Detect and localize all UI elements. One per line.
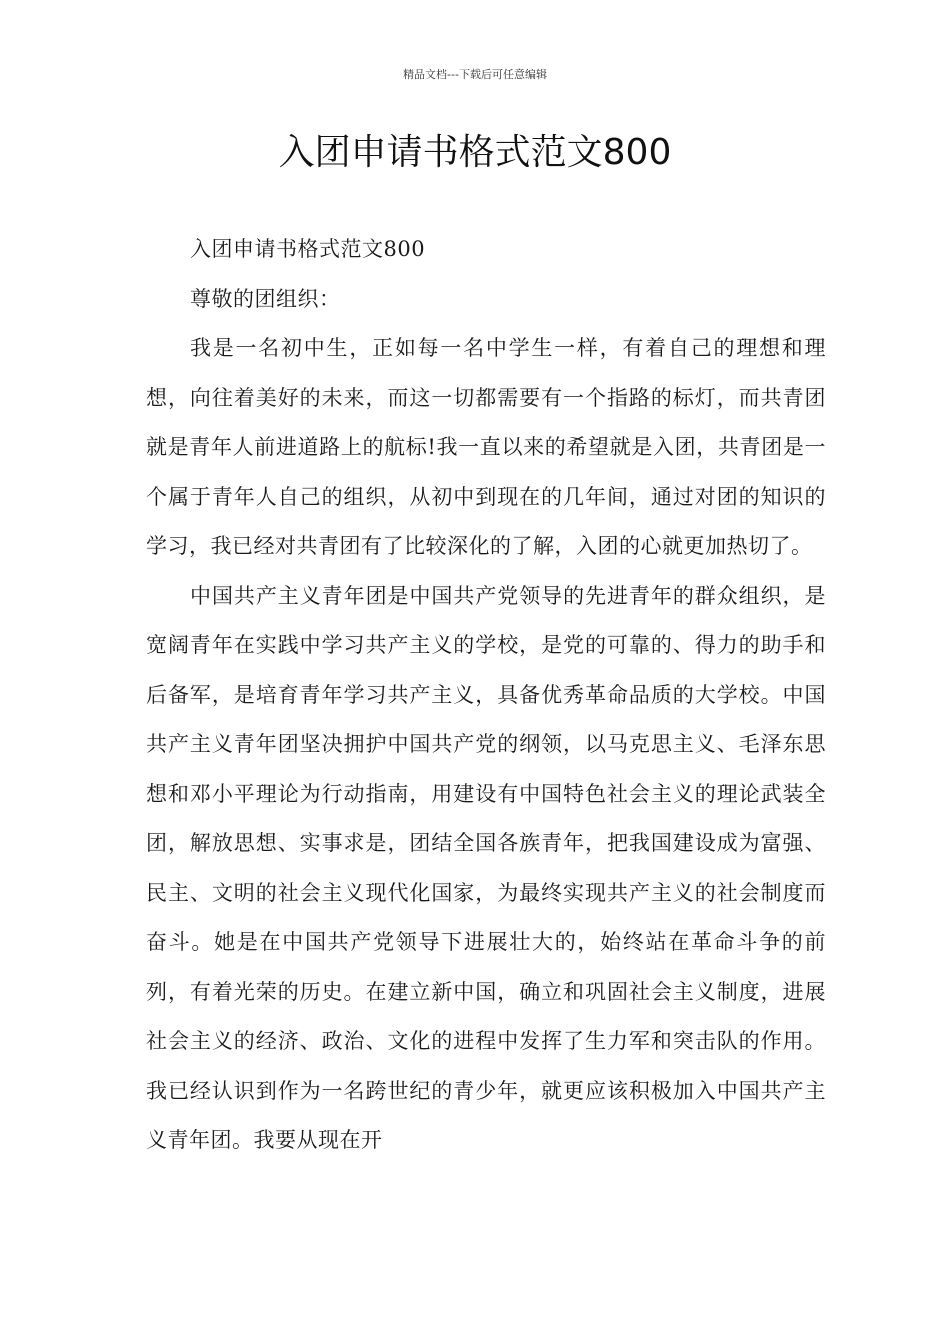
paragraph-intro: 我是一名初中生，正如每一名中学生一样，有着自己的理想和理想，向往着美好的未来，而这一切都需要有一个指路的标灯，而共青团就是青年人前进道路上的航标!我一直以来的希望就是入团，共青团是一个属于青年人自己的组织，从初中到现在的几年间，通过对团的知识的学习，我已经对共青团有了比较深化的了解，入团的心就更加热切了。 bbox=[146, 336, 826, 558]
header-note: 精品文档---下载后可任意编辑 bbox=[403, 68, 547, 81]
paragraph-league-description: 中国共产主义青年团是中国共产党领导的先进青年的群众组织，是宽阔青年在实践中学习共产主义的学校，是党的可靠的、得力的助手和后备军，是培育青年学习共产主义，具备优秀革命品质的大学校。中国共产主义青年团坚决拥护中国共产党的纲领，以马克思主义、毛泽东思想和邓小平理论为行动指南，用建设有中国特色社会主义的理论武装全团，解放思想、实事求是，团结全国各族青年，把我国建设成为富强、民主、文明的社会主义现代化国家，为最终实现共产主义的社会制度而奋斗。她是在中国共产党领导下进展壮大的，始终站在革命斗争的前列，有着光荣的历史。在建立新中国，确立和巩固社会主义制度，进展社会主义的经济、政治、文化的进程中发挥了生力军和突击队的作用。我已经认识到作为一名跨世纪的青少年，就更应该积极加入中国共产主义青年团。我要从现在开 bbox=[146, 583, 826, 1152]
document-body bbox=[146, 225, 826, 1166]
paragraph-subtitle: 入团申请书格式范文800 bbox=[190, 237, 426, 261]
paragraph-salutation: 尊敬的团组织： bbox=[190, 286, 341, 311]
document-title: 入团申请书格式范文800 bbox=[278, 132, 672, 173]
